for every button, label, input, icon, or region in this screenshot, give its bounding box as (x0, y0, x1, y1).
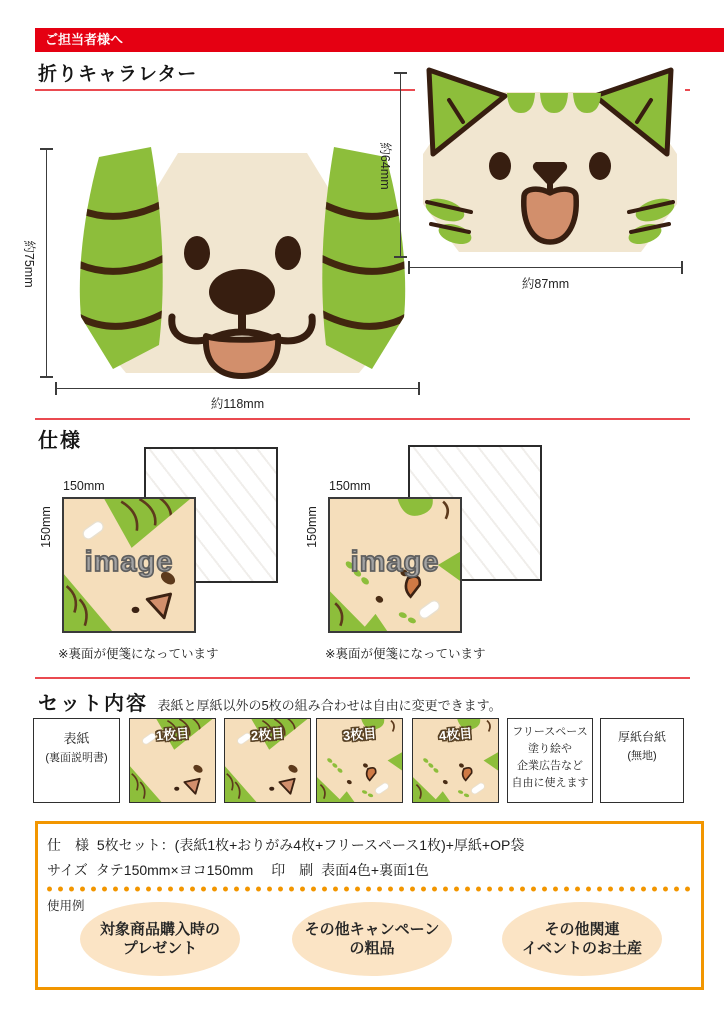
details-spec-line (47, 835, 524, 855)
set-item-sheet2 (224, 718, 311, 803)
set-item-sheet3 (316, 718, 403, 803)
set-item-cover-line1: 表紙 (63, 731, 90, 746)
details-box (35, 821, 704, 990)
set-item-sheet4 (412, 718, 499, 803)
details-print-value: 表面4色+裏面1色 (321, 862, 429, 878)
dog-height-label: 約75mm (22, 240, 36, 288)
set-item-board-line1: 厚紙台紙 (617, 730, 666, 744)
sheet-dog-side-dim: 150mm (39, 506, 53, 548)
usage-example-1-line1: 対象商品購入時の (99, 920, 220, 938)
set-item-sheet3-label: 3枚目 (342, 725, 377, 744)
sheet-dog-top-dim: 150mm (63, 479, 105, 493)
details-print-label: 印 刷 (271, 862, 314, 878)
image-placeholder-label: image (350, 545, 440, 578)
recipient-banner-label: ご担当者様へ (45, 32, 124, 47)
details-spec-value: 5枚セット：(表紙1枚+おりがみ4枚+フリースペース1枚)+厚紙+OP袋 (96, 837, 525, 853)
usage-example-3-line2: イベントのお土産 (521, 940, 642, 957)
set-item-sheet4-label: 4枚目 (438, 725, 473, 744)
page-title: 折りキャラレター (38, 64, 198, 85)
usage-example-3 (502, 902, 662, 976)
set-item-board-line2: (無地) (627, 750, 657, 762)
cat-height-label: 約64mm (378, 142, 392, 190)
set-heading-row (38, 687, 502, 716)
sheet-dog-caption: ※裏面が便箋になっています (58, 647, 219, 661)
cat-origami-illustration (415, 66, 685, 266)
dog-origami-illustration (75, 145, 410, 380)
set-item-sheet1-label: 1枚目 (155, 725, 190, 744)
details-size-label: サイズ (47, 862, 88, 878)
set-item-freespace-line4: 自由に使えます (511, 777, 589, 790)
set-item-cover (33, 718, 120, 803)
sheet-cat-side-dim: 150mm (305, 506, 319, 548)
dog-width-measure-line (55, 388, 420, 389)
details-size-value: タテ150mm×ヨコ150mm (95, 862, 254, 878)
spec-section-rule (35, 418, 690, 420)
front-sheet-cat (328, 497, 462, 633)
dog-height-measure-line (46, 148, 47, 378)
set-section-rule (35, 677, 690, 679)
usage-example-3-line1: その他関連 (544, 920, 620, 938)
set-item-board (600, 718, 684, 803)
sheet-cat-caption: ※裏面が便箋になっています (325, 647, 486, 661)
details-spec-label: 仕 様 (47, 837, 89, 853)
usage-example-2-line1: その他キャンペーン (304, 920, 440, 938)
cat-width-measure-line (408, 267, 683, 268)
set-item-freespace-line1: フリースペース (512, 726, 588, 738)
usage-example-2 (292, 902, 452, 976)
spec-heading: 仕様 (38, 430, 82, 452)
usage-heading: 使用例 (47, 899, 85, 913)
set-item-freespace-line3: 企業広告など (517, 760, 583, 773)
set-item-cover-line2: (裏面説明書) (45, 752, 108, 764)
set-description: 表紙と厚紙以外の5枚の組み合わせは自由に変更できます。 (157, 698, 502, 713)
set-item-sheet2-label: 2枚目 (250, 725, 285, 744)
details-size-line (47, 860, 429, 880)
image-placeholder-label: image (84, 545, 174, 578)
dotted-divider (44, 886, 695, 892)
usage-example-1-line2: プレゼント (122, 940, 198, 957)
set-heading: セット内容 (38, 693, 148, 715)
sheet-cat-top-dim: 150mm (329, 479, 371, 493)
set-item-freespace-line2: 塗り絵や (528, 743, 572, 756)
front-sheet-dog (62, 497, 196, 633)
cat-height-measure-line (400, 72, 401, 258)
cat-width-label: 約87mm (521, 277, 570, 291)
dog-width-label: 約118mm (210, 397, 265, 411)
set-item-sheet1 (129, 718, 216, 803)
recipient-banner (35, 28, 724, 52)
set-item-freespace (507, 718, 593, 803)
usage-example-2-line2: の粗品 (349, 940, 395, 957)
usage-example-1 (80, 902, 240, 976)
